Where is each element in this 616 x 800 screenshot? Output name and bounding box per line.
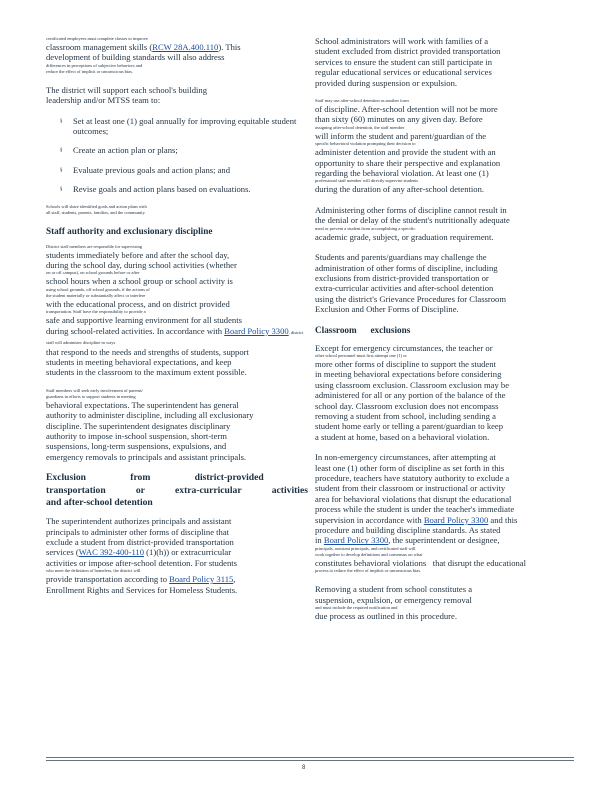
text-line: authority to administer discipline, including all exclusionary [46,410,254,421]
text-line: Except for emergency circumstances, the teacher or [315,342,493,353]
text-line: work together to develop definitions and consensus on what [315,551,423,557]
text-line: School administrators will work with families of a [315,36,489,46]
text-line: in meeting behavioral expectations before considering [315,369,502,380]
text-line: using school grounds, off school grounds, if the actions of [46,286,150,292]
text-line: services to ensure the student can still participate in [315,56,493,67]
text-line: administer detention and provide the student with an [315,147,496,158]
text-line: during school-related activities. In accordance with Board Policy 3300, district staff will administer discipline in ways [46,325,304,346]
text-line: provided during suspension or expulsion. [315,77,458,88]
text-line: process while the student is under the teacher's immediate [315,504,515,515]
wac-392-400-110-link[interactable]: WAC 392-400-110 [78,547,145,558]
text-line: procedure, teachers have statutory authority to exclude a [315,473,510,483]
text-line: of discipline. After-school detention will not be more [315,104,498,115]
text-line: authority to impose in-school suspension, short-term [46,430,227,441]
text-line: suspensions, long-term suspensions, expulsions, and [46,441,227,452]
section-heading-exclusion-line3: and after-school detention [46,497,153,509]
text-line: emergency removals to principals and assistant principals. [46,451,247,462]
text-line: regarding the behavioral violation. At least one (1) [315,168,489,179]
bullet-marker-icon: § [60,187,63,193]
text-line: safe and supportive learning environment for all students [46,315,242,326]
bullet-item: § Create an action plan or plans; [60,145,178,156]
text-line: services (WAC 392-400-110 (1)(h)) or extracurricular [46,547,232,558]
text-line: District staff members are responsible for supervising [46,243,142,249]
section-heading-exclusion-line2: transportation or extra-curricular activities [46,484,308,496]
text-line: school day. Classroom exclusion does not encompass [315,400,499,411]
text-line: exclude a student from district-provided transportation [46,536,234,547]
text-line: provide transportation according to Board Policy 3115, [46,574,236,585]
text-line: the student materially or substantially affect or interfere [46,292,146,298]
text-line: Staff may use after-school detention as another form [315,98,409,104]
text-line: that respond to the needs and strengths of students, support [46,346,249,357]
text-line: Students and parents/guardians may challenge the [315,252,487,263]
text-line: student from their classroom or instructional or activity [315,483,506,494]
text-line: a student at home, based on a behavioral violation. [315,431,490,442]
text-line: The superintendent authorizes principals and assistant [46,516,232,527]
board-policy-3300-link[interactable]: Board Policy 3300 [224,325,289,336]
text-line: students in the classroom to the maximum extent possible. [46,367,247,378]
text-line: principals, assistant principals, and certificated staff will [315,545,416,551]
text-line: academic grade, subject, or graduation requirement. [315,231,494,242]
board-policy-3300-link[interactable]: Board Policy 3300 [323,535,389,546]
text-line: removing a student from school, including sending a [315,410,496,421]
text-line: certificated employees must complete classes to improve [46,36,148,41]
text-line: area for behavioral violations that disrupt the educational [315,493,512,504]
section-heading-classroom-exclusions: Classroom exclusions [315,324,411,335]
text-line: will inform the student and parent/guardian of the [315,130,487,141]
text-line: reduce the effect of implicit or unconscious bias. [46,68,133,74]
text-line: The district will support each school's building [46,84,207,95]
text-line: development of building standards will also address [46,52,225,63]
text-line: student home early or telling a parent/guardian to keep [315,421,504,432]
footer-divider [46,757,574,758]
text-line: transportation. Staff have the responsibility to provide a [46,309,146,315]
text-line: opportunity to share their perspective and explanation [315,157,501,168]
text-line: guardians in efforts to support students in meeting [46,393,136,399]
text-line: and must include the required notification and [315,605,398,611]
text-line: during the duration of any after-school detention. [315,184,485,195]
text-line: students in meeting behavioral expectations, and keep [46,356,232,367]
bullet-item: § Set at least one (1) goal annually for improving equitable student outcomes; [60,115,297,137]
text-line: who meet the definition of homeless, the district will [46,568,141,574]
text-line: classroom management skills (RCW 28A.400.110). This [46,42,241,52]
text-line: constitutes behavioral violations that disrupt the educational [315,557,526,568]
text-line: In non-emergency circumstances, after attempting at [315,452,496,463]
text-line: leadership and/or MTSS team to: [46,95,161,106]
text-line: principals to administer other forms of discipline that [46,526,230,537]
text-line: administration of other forms of discipline, including [315,262,498,273]
text-line: activities or impose after-school detention. For students [46,557,237,568]
text-line: exclusions from district-provided transportation or [315,272,489,283]
text-line: using the district's Grievance Procedures for Classroom [315,293,507,304]
text-line: Administering other forms of discipline cannot result in [315,204,507,215]
page-number: 8 [302,765,306,771]
section-heading-exclusion: Exclusion from district-provided [46,472,264,484]
text-line: school hours when a school group or school activity is [46,276,233,287]
text-line: Enrollment Rights and Services for Homeless Students. [46,584,238,595]
text-line: regular educational services or educational services [315,67,492,78]
text-line: behavioral expectations. The superintendent has general [46,399,239,410]
bullet-item: § Revise goals and action plans based on evaluations. [60,184,251,195]
text-line: supervision in accordance with Board Policy 3300 and this [315,514,518,525]
right-column [315,36,577,621]
board-policy-3115-link[interactable]: Board Policy 3115 [169,574,234,585]
text-line: differences in perceptions of subjective behaviors and [46,62,143,68]
text-line: due process as outlined in this procedure. [315,611,457,622]
footer-divider [46,760,574,761]
bullet-marker-icon: § [60,167,63,173]
text-line: in Board Policy 3300, the superintendent or designee, [315,535,500,546]
text-line: procedure and building discipline standards. As stated [315,525,501,536]
text-line: Removing a student from school constitutes a [315,584,473,595]
text-line: students immediately before and after the school day, [46,249,230,260]
text-line: the denial or delay of the student's nutritionally adequate [315,215,510,226]
text-line: other school personnel must first attempt one (1) or [315,352,407,358]
bullet-item: § Evaluate previous goals and action plans; and [60,164,231,175]
text-line: Schools will share identified goals and action plans with [46,203,147,209]
text-line: specific behavioral violation prompting their decision to [315,141,416,147]
text-line: administered for all or any portion of the balance of the [315,390,506,401]
text-line: least one (1) other form of discipline as set forth in this [315,462,505,473]
text-line: during the school day, during school activities (whether [46,260,237,271]
text-line: extra-curricular activities and after-school detention [315,283,494,294]
left-column [46,36,308,595]
text-line: with the educational process, and on district provided [46,298,230,309]
text-line: all staff, students, parents, families, and the community. [46,209,146,215]
text-line: professional staff member will directly supervise students [315,178,419,184]
board-policy-3300-link[interactable]: Board Policy 3300 [423,514,489,525]
text-line: more other forms of discipline to support the student [315,358,496,369]
text-line: using classroom exclusion. Classroom exclusion may be [315,379,510,390]
bullet-marker-icon: § [60,118,63,124]
text-line: assigning after-school detention, the staff member [315,124,405,130]
text-line: discipline. The superintendent designates disciplinary [46,420,231,431]
text-line: Exclusion and Other Forms of Discipline. [315,304,459,315]
text-line: meal or prevent a student from accomplishing a specific [315,225,416,231]
rcw-28a-400-110-link[interactable]: RCW 28A.400.110 [152,42,219,52]
goals-bullet-list [46,116,308,195]
text-line: student excluded from district provided transportation [315,46,501,57]
text-line: than sixty (60) minutes on any given day. Before [315,114,483,125]
bullet-marker-icon: § [60,148,63,154]
text-line: on or off campus), on school grounds before or after [46,270,140,276]
text-line: Staff members will seek early involvement of parents/ [46,387,143,393]
text-line: process to reduce the effect of implicit or unconscious bias. [315,568,422,574]
section-heading-staff-authority: Staff authority and exclusionary discipline [46,225,213,236]
text-line: suspension, expulsion, or emergency removal [315,594,472,605]
